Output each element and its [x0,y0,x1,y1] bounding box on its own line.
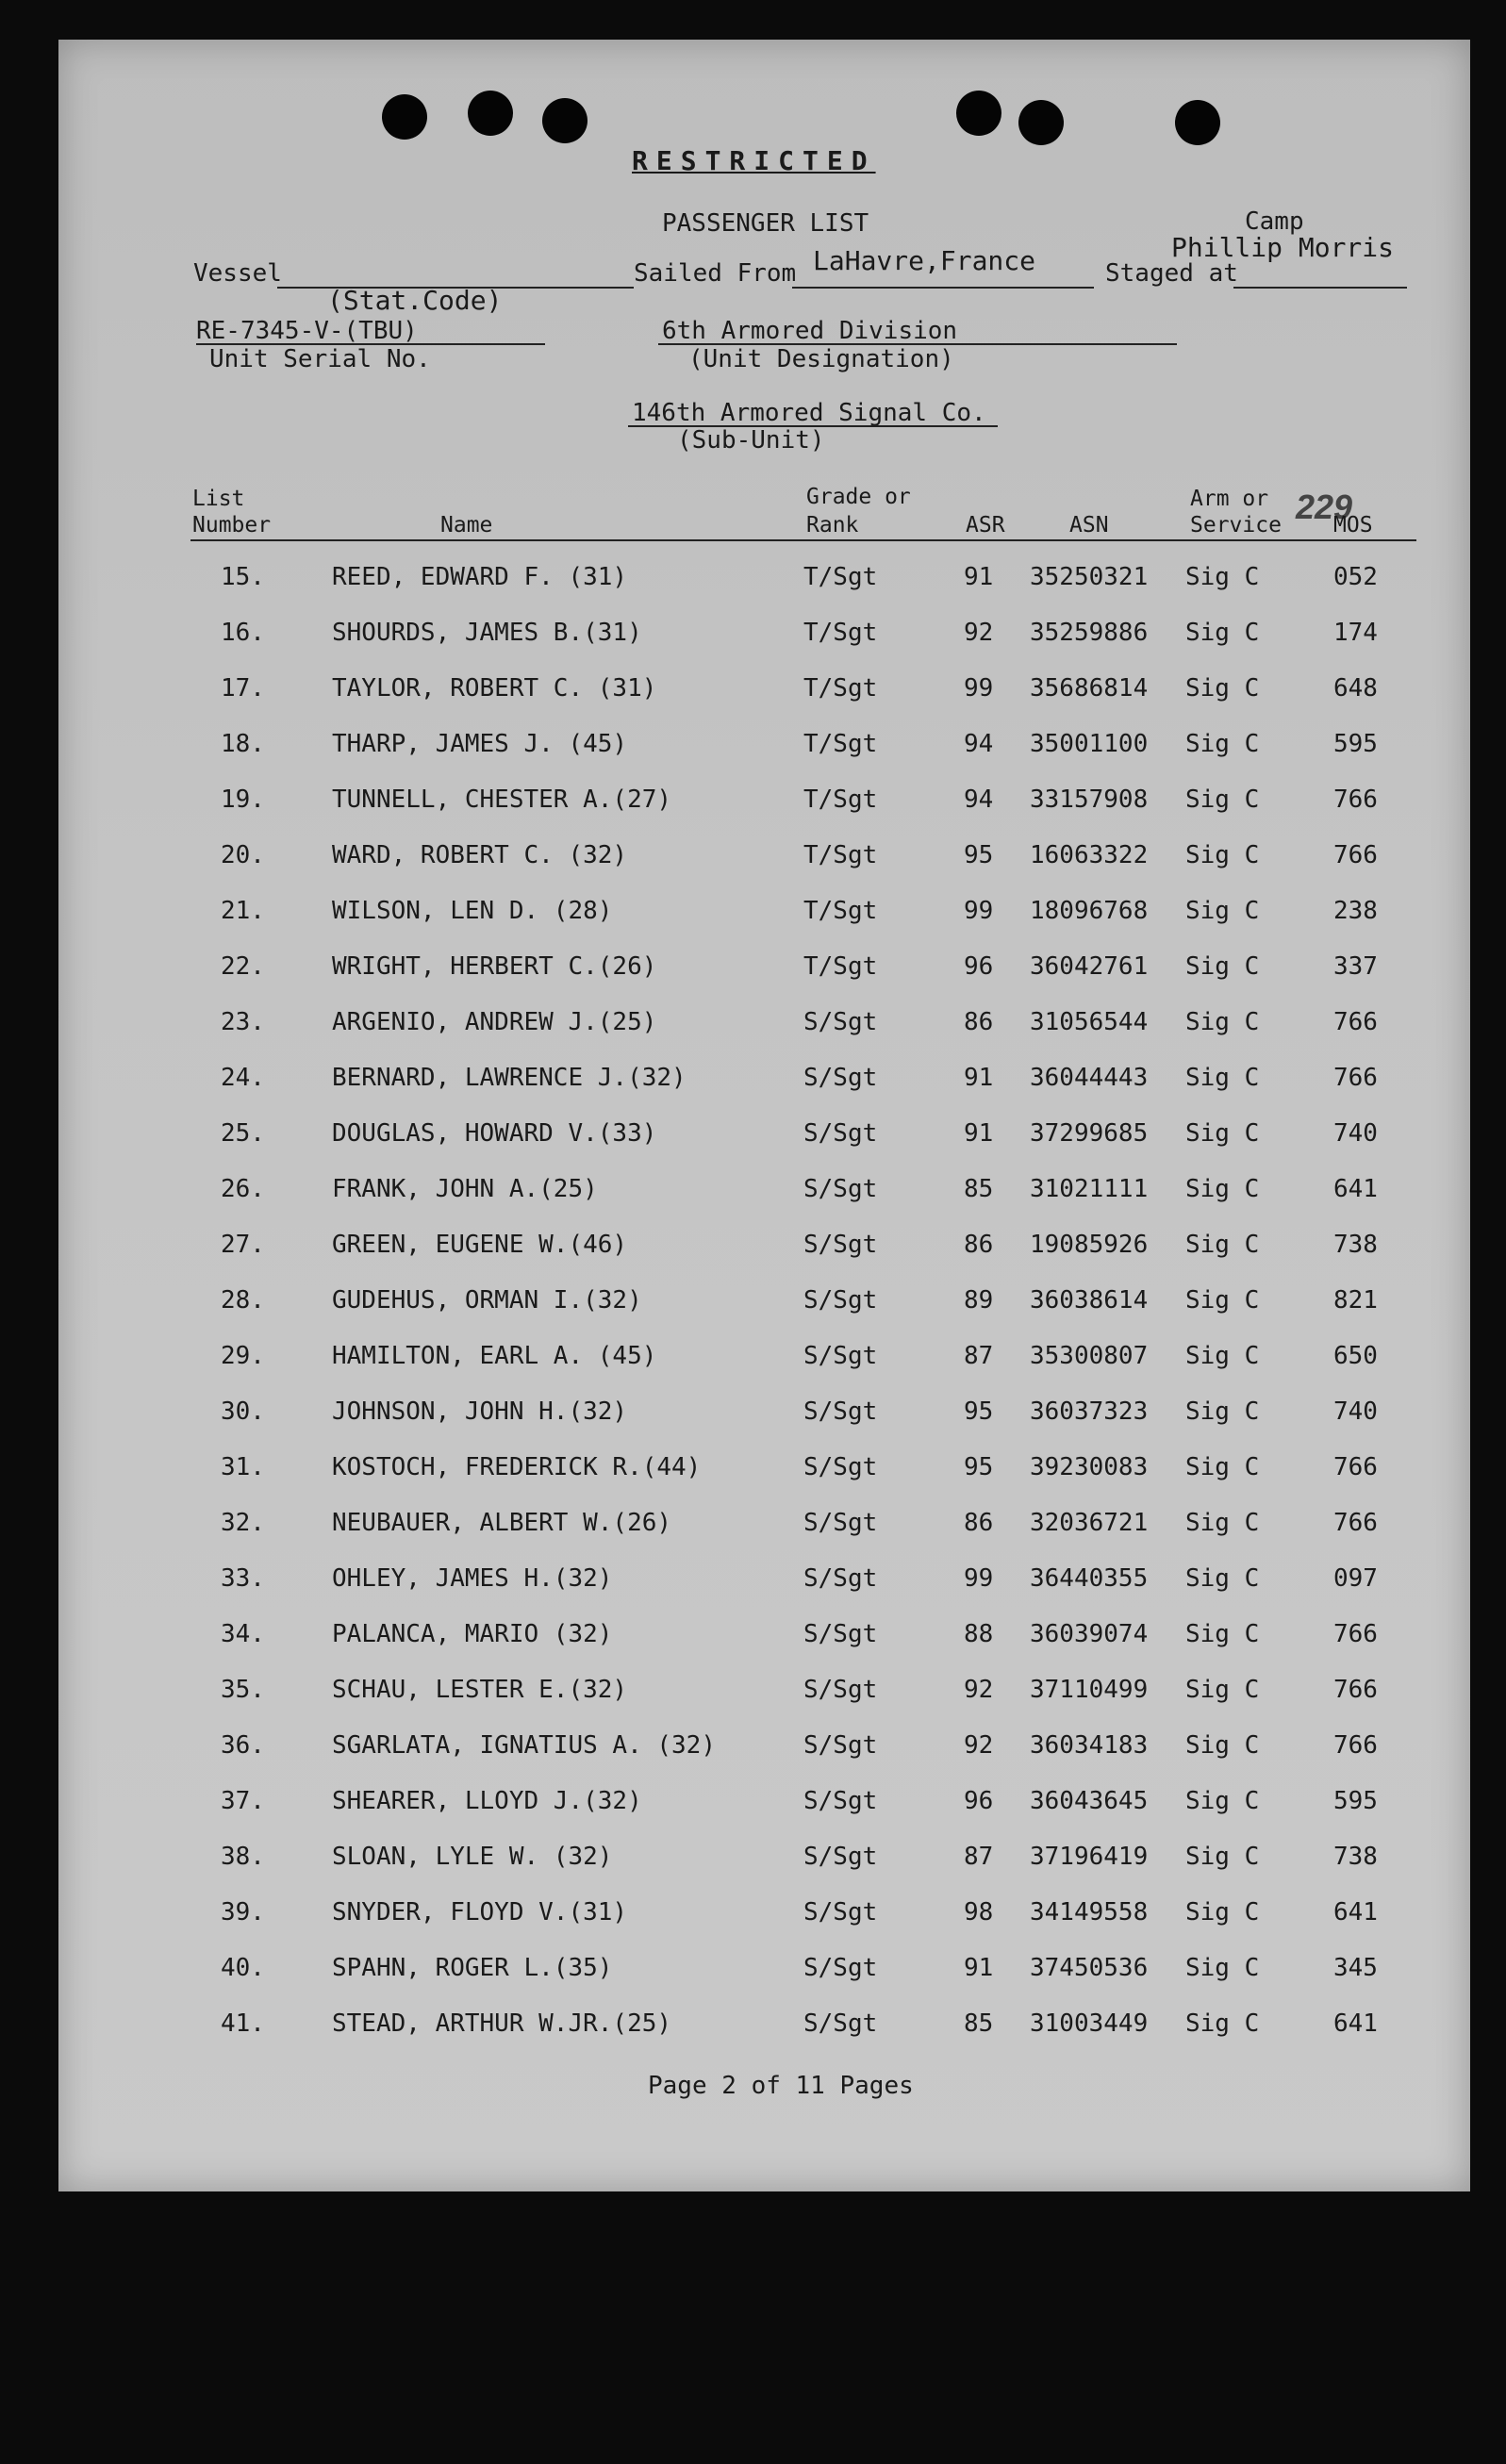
list-number: 33. [221,1564,265,1593]
list-number: 38. [221,1843,265,1871]
asr: 96 [964,1787,994,1815]
list-number: 27. [221,1231,265,1259]
mos: 766 [1333,1509,1378,1537]
arm-service: Sig C [1185,1787,1260,1815]
mos: 641 [1333,2009,1378,2038]
header-rule [190,539,1416,541]
asn: 18096768 [1030,897,1149,925]
table-row [58,1787,1470,1834]
asr: 92 [964,1676,994,1704]
asn: 35686814 [1030,674,1149,703]
arm-service: Sig C [1185,897,1260,925]
table-row [58,2009,1470,2057]
person-name: GREEN, EUGENE W.(46) [332,1231,628,1259]
asr: 94 [964,786,994,814]
mos: 595 [1333,730,1378,758]
arm-service: Sig C [1185,730,1260,758]
arm-service: Sig C [1185,1564,1260,1593]
grade: S/Sgt [803,2009,878,2038]
table-row [58,730,1470,777]
table-row [58,563,1470,610]
arm-service: Sig C [1185,786,1260,814]
arm-service: Sig C [1185,1509,1260,1537]
document-page [58,40,1470,2191]
person-name: SGARLATA, IGNATIUS A. (32) [332,1731,716,1760]
arm-service: Sig C [1185,1008,1260,1036]
list-number: 36. [221,1731,265,1760]
person-name: SPAHN, ROGER L.(35) [332,1954,613,1982]
col-arm-1: Arm or [1190,487,1269,511]
mos: 740 [1333,1119,1378,1148]
person-name: PALANCA, MARIO (32) [332,1620,613,1648]
mos: 238 [1333,897,1378,925]
grade: S/Sgt [803,1564,878,1593]
staged-at-line [1233,287,1407,289]
person-name: SHOURDS, JAMES B.(31) [332,619,642,647]
punch-hole [1175,100,1220,145]
table-row [58,1397,1470,1445]
col-asr: ASR [966,513,1005,537]
person-name: JOHNSON, JOHN H.(32) [332,1397,628,1426]
punch-hole [382,94,427,140]
sailed-from-label: Sailed From [634,259,797,288]
list-number: 28. [221,1286,265,1315]
staged-at-value-name: Phillip Morris [1171,232,1395,263]
mos: 766 [1333,1064,1378,1092]
asr: 91 [964,1064,994,1092]
asn: 34149558 [1030,1898,1149,1927]
asn: 35259886 [1030,619,1149,647]
list-number: 24. [221,1064,265,1092]
asn: 36037323 [1030,1397,1149,1426]
grade: T/Sgt [803,897,878,925]
asr: 86 [964,1008,994,1036]
arm-service: Sig C [1185,1731,1260,1760]
grade: S/Sgt [803,1286,878,1315]
person-name: KOSTOCH, FREDERICK R.(44) [332,1453,702,1481]
table-row [58,619,1470,666]
mos: 766 [1333,1676,1378,1704]
asr: 86 [964,1509,994,1537]
asn: 36440355 [1030,1564,1149,1593]
mos: 738 [1333,1843,1378,1871]
table-row [58,786,1470,833]
list-number: 29. [221,1342,265,1370]
person-name: FRANK, JOHN A.(25) [332,1175,598,1203]
table-row [58,674,1470,721]
grade: T/Sgt [803,563,878,591]
list-number: 22. [221,952,265,981]
asr: 89 [964,1286,994,1315]
grade: S/Sgt [803,1509,878,1537]
punch-hole [468,91,513,136]
col-grade-1: Grade or [806,485,911,509]
list-number: 35. [221,1676,265,1704]
arm-service: Sig C [1185,1119,1260,1148]
asr: 92 [964,619,994,647]
arm-service: Sig C [1185,1175,1260,1203]
asn: 39230083 [1030,1453,1149,1481]
unit-serial-value: RE-7345-V-(TBU) [196,317,418,345]
sub-unit-value: 146th Armored Signal Co. [632,399,986,427]
arm-service: Sig C [1185,1064,1260,1092]
stamp-number: 229 [1296,488,1353,526]
list-number: 32. [221,1509,265,1537]
mos: 345 [1333,1954,1378,1982]
person-name: STEAD, ARTHUR W.JR.(25) [332,2009,672,2038]
table-row [58,1064,1470,1111]
asr: 95 [964,841,994,869]
unit-serial-label: Unit Serial No. [209,345,431,373]
mos: 740 [1333,1397,1378,1426]
mos: 097 [1333,1564,1378,1593]
grade: S/Sgt [803,1119,878,1148]
table-row [58,1954,1470,2001]
asn: 36043645 [1030,1787,1149,1815]
asr: 91 [964,1119,994,1148]
asn: 37196419 [1030,1843,1149,1871]
col-asn: ASN [1069,513,1109,537]
staged-at-value-camp: Camp [1245,207,1304,236]
col-list-1: List [192,487,245,511]
mos: 766 [1333,841,1378,869]
arm-service: Sig C [1185,619,1260,647]
person-name: BERNARD, LAWRENCE J.(32) [332,1064,687,1092]
person-name: OHLEY, JAMES H.(32) [332,1564,613,1593]
arm-service: Sig C [1185,674,1260,703]
mos: 595 [1333,1787,1378,1815]
person-name: GUDEHUS, ORMAN I.(32) [332,1286,642,1315]
asr: 87 [964,1843,994,1871]
grade: S/Sgt [803,1898,878,1927]
asn: 33157908 [1030,786,1149,814]
arm-service: Sig C [1185,841,1260,869]
asn: 19085926 [1030,1231,1149,1259]
table-row [58,1119,1470,1166]
unit-designation-value: 6th Armored Division [662,317,958,345]
asn: 31021111 [1030,1175,1149,1203]
asr: 99 [964,674,994,703]
grade: T/Sgt [803,730,878,758]
person-name: REED, EDWARD F. (31) [332,563,628,591]
punch-hole [956,91,1001,136]
asn: 16063322 [1030,841,1149,869]
mos: 766 [1333,786,1378,814]
asn: 35001100 [1030,730,1149,758]
table-row [58,1843,1470,1890]
sailed-from-value: LaHavre,France [813,245,1036,276]
arm-service: Sig C [1185,2009,1260,2038]
mos: 738 [1333,1231,1378,1259]
asr: 96 [964,952,994,981]
mos: 766 [1333,1731,1378,1760]
asr: 85 [964,2009,994,2038]
asn: 32036721 [1030,1509,1149,1537]
list-number: 18. [221,730,265,758]
table-row [58,952,1470,1000]
asr: 86 [964,1231,994,1259]
person-name: NEUBAUER, ALBERT W.(26) [332,1509,672,1537]
arm-service: Sig C [1185,1954,1260,1982]
punch-hole [1018,100,1064,145]
grade: S/Sgt [803,1954,878,1982]
grade: S/Sgt [803,1342,878,1370]
grade: T/Sgt [803,674,878,703]
person-name: WILSON, LEN D. (28) [332,897,613,925]
list-number: 34. [221,1620,265,1648]
arm-service: Sig C [1185,1342,1260,1370]
grade: S/Sgt [803,1620,878,1648]
person-name: SNYDER, FLOYD V.(31) [332,1898,628,1927]
table-row [58,1676,1470,1723]
list-number: 37. [221,1787,265,1815]
mos: 766 [1333,1453,1378,1481]
table-row [58,1008,1470,1055]
arm-service: Sig C [1185,1620,1260,1648]
passenger-list-title: PASSENGER LIST [662,209,869,238]
arm-service: Sig C [1185,1453,1260,1481]
grade: S/Sgt [803,1453,878,1481]
list-number: 31. [221,1453,265,1481]
asr: 91 [964,1954,994,1982]
arm-service: Sig C [1185,1397,1260,1426]
col-arm-2: Service [1190,513,1282,537]
mos: 174 [1333,619,1378,647]
staged-at-label: Staged at [1105,259,1238,288]
list-number: 15. [221,563,265,591]
punch-hole [542,98,588,143]
person-name: WRIGHT, HERBERT C.(26) [332,952,657,981]
col-list-2: Number [192,513,272,537]
grade: S/Sgt [803,1175,878,1203]
list-number: 25. [221,1119,265,1148]
asr: 85 [964,1175,994,1203]
sub-unit-label: (Sub-Unit) [677,426,825,455]
mos: 337 [1333,952,1378,981]
asn: 35300807 [1030,1342,1149,1370]
asn: 37299685 [1030,1119,1149,1148]
table-row [58,1231,1470,1278]
asn: 37110499 [1030,1676,1149,1704]
asr: 95 [964,1397,994,1426]
person-name: SCHAU, LESTER E.(32) [332,1676,628,1704]
unit-designation-label: (Unit Designation) [688,345,954,373]
asn: 37450536 [1030,1954,1149,1982]
mos: 641 [1333,1898,1378,1927]
sailed-from-line [792,287,1094,289]
person-name: SHEARER, LLOYD J.(32) [332,1787,642,1815]
grade: S/Sgt [803,1231,878,1259]
grade: T/Sgt [803,619,878,647]
list-number: 41. [221,2009,265,2038]
col-grade-2: Rank [806,513,859,537]
arm-service: Sig C [1185,1898,1260,1927]
table-row [58,1286,1470,1333]
vessel-label: Vessel [193,259,282,288]
list-number: 21. [221,897,265,925]
person-name: THARP, JAMES J. (45) [332,730,628,758]
asr: 99 [964,897,994,925]
list-number: 23. [221,1008,265,1036]
person-name: ARGENIO, ANDREW J.(25) [332,1008,657,1036]
grade: S/Sgt [803,1787,878,1815]
table-row [58,1175,1470,1222]
arm-service: Sig C [1185,563,1260,591]
table-row [58,1453,1470,1500]
list-number: 20. [221,841,265,869]
list-number: 17. [221,674,265,703]
asn: 35250321 [1030,563,1149,591]
grade: S/Sgt [803,1008,878,1036]
asn: 36044443 [1030,1064,1149,1092]
table-row [58,1620,1470,1667]
table-row [58,1731,1470,1778]
grade: T/Sgt [803,841,878,869]
list-number: 19. [221,786,265,814]
mos: 648 [1333,674,1378,703]
grade: S/Sgt [803,1676,878,1704]
col-mos: MOS [1333,513,1373,537]
table-row [58,1509,1470,1556]
person-name: SLOAN, LYLE W. (32) [332,1843,613,1871]
grade: S/Sgt [803,1731,878,1760]
grade: S/Sgt [803,1843,878,1871]
asn: 31056544 [1030,1008,1149,1036]
asr: 98 [964,1898,994,1927]
mos: 641 [1333,1175,1378,1203]
asr: 91 [964,563,994,591]
asn: 36038614 [1030,1286,1149,1315]
grade: T/Sgt [803,952,878,981]
table-row [58,1564,1470,1612]
list-number: 26. [221,1175,265,1203]
mos: 650 [1333,1342,1378,1370]
mos: 821 [1333,1286,1378,1315]
person-name: DOUGLAS, HOWARD V.(33) [332,1119,657,1148]
asr: 87 [964,1342,994,1370]
asn: 36039074 [1030,1620,1149,1648]
arm-service: Sig C [1185,1286,1260,1315]
grade: S/Sgt [803,1397,878,1426]
table-row [58,897,1470,944]
asr: 99 [964,1564,994,1593]
arm-service: Sig C [1185,1231,1260,1259]
asn: 31003449 [1030,2009,1149,2038]
grade: T/Sgt [803,786,878,814]
asn: 36034183 [1030,1731,1149,1760]
person-name: TAYLOR, ROBERT C. (31) [332,674,657,703]
page-number: Page 2 of 11 Pages [648,2072,914,2100]
person-name: WARD, ROBERT C. (32) [332,841,628,869]
list-number: 39. [221,1898,265,1927]
col-name: Name [440,513,493,537]
asn: 36042761 [1030,952,1149,981]
list-number: 16. [221,619,265,647]
arm-service: Sig C [1185,1676,1260,1704]
grade: S/Sgt [803,1064,878,1092]
list-number: 30. [221,1397,265,1426]
list-number: 40. [221,1954,265,1982]
asr: 88 [964,1620,994,1648]
mos: 766 [1333,1008,1378,1036]
asr: 92 [964,1731,994,1760]
restricted-heading: RESTRICTED [632,145,876,176]
stat-code-label: (Stat.Code) [327,285,503,316]
arm-service: Sig C [1185,952,1260,981]
arm-service: Sig C [1185,1843,1260,1871]
mos: 052 [1333,563,1378,591]
asr: 95 [964,1453,994,1481]
table-row [58,841,1470,888]
person-name: TUNNELL, CHESTER A.(27) [332,786,672,814]
table-row [58,1342,1470,1389]
table-row [58,1898,1470,1945]
asr: 94 [964,730,994,758]
person-name: HAMILTON, EARL A. (45) [332,1342,657,1370]
mos: 766 [1333,1620,1378,1648]
